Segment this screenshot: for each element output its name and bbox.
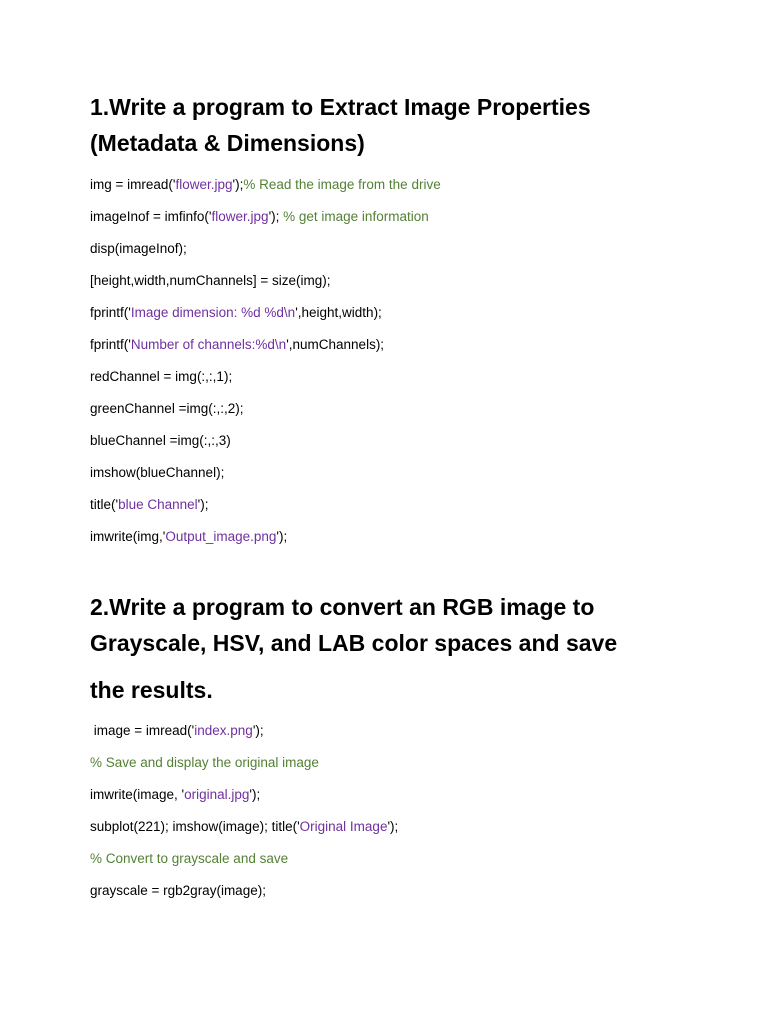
code-text: '); (197, 497, 209, 512)
code-line (90, 273, 331, 288)
code-text: '); (232, 177, 244, 192)
code-string: index.png (194, 723, 253, 738)
code-comment: % Read the image from the drive (243, 177, 441, 192)
code-text: imwrite(image, ' (90, 787, 185, 802)
code-comment-line (90, 755, 319, 770)
code-comment-line (90, 851, 288, 866)
section2-heading-line1: 2.Write a program to convert an RGB image to (90, 594, 595, 620)
code-line (90, 723, 264, 738)
code-text: redChannel = img(:,:,1); (90, 369, 233, 384)
code-comment: % Save and display the original image (90, 755, 319, 770)
code-string: Number of channels:%d\n (130, 337, 287, 352)
code-line (90, 883, 266, 898)
code-text: '); (268, 209, 284, 224)
code-text: ',height,width); (295, 305, 382, 320)
code-line (90, 305, 382, 320)
section1-heading-line1: 1.Write a program to Extract Image Properties (90, 94, 591, 120)
code-text: '); (276, 529, 288, 544)
code-text: '); (387, 819, 399, 834)
code-text: ',numChannels); (286, 337, 385, 352)
code-text: greenChannel =img(:,:,2); (90, 401, 244, 416)
code-string: original.jpg (184, 787, 250, 802)
code-string: flower.jpg (175, 177, 233, 192)
code-line (90, 209, 429, 224)
code-text: '); (249, 787, 261, 802)
code-string: blue Channel (118, 497, 198, 512)
code-text: '); (252, 723, 264, 738)
section1-heading-line2: (Metadata & Dimensions) (90, 130, 365, 156)
code-text: img = imread(' (90, 177, 176, 192)
code-comment: % get image information (283, 209, 429, 224)
code-text: imwrite(img,' (90, 529, 166, 544)
code-line (90, 433, 231, 448)
code-text: [height,width,numChannels] = size(img); (90, 273, 331, 288)
code-string: Original Image (299, 819, 388, 834)
code-string: Image dimension: %d %d\n (130, 305, 296, 320)
code-text: image = imread(' (90, 723, 195, 738)
code-line (90, 819, 398, 834)
code-text: subplot(221); imshow(image); title(' (90, 819, 300, 834)
code-line (90, 337, 384, 352)
code-line (90, 177, 441, 192)
section2-heading-line2: Grayscale, HSV, and LAB color spaces and save (90, 630, 618, 656)
code-line (90, 241, 187, 256)
code-text: disp(imageInof); (90, 241, 187, 256)
code-line (90, 401, 243, 416)
code-text: imshow(blueChannel); (90, 465, 225, 480)
code-text: grayscale = rgb2gray(image); (90, 883, 266, 898)
code-text: fprintf(' (90, 337, 131, 352)
code-string: flower.jpg (211, 209, 269, 224)
code-line (90, 497, 209, 512)
code-text: title(' (90, 497, 119, 512)
code-line (90, 787, 260, 802)
code-text: imageInof = imfinfo(' (90, 209, 212, 224)
code-comment: % Convert to grayscale and save (90, 851, 289, 866)
code-text: fprintf(' (90, 305, 131, 320)
code-line (90, 369, 232, 384)
section2-heading-line3: the results. (90, 677, 213, 703)
code-text: blueChannel =img(:,:,3) (90, 433, 231, 448)
code-line (90, 529, 287, 544)
code-line (90, 465, 224, 480)
code-string: Output_image.png (165, 529, 277, 544)
